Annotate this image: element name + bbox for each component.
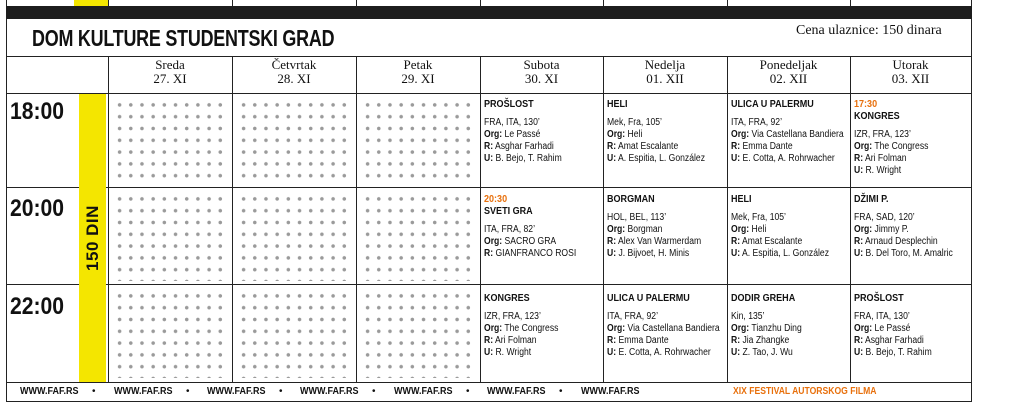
film-info: Mek, Fra, 105’: [731, 212, 786, 223]
label-org: Org:: [607, 323, 626, 334]
film-slot[interactable]: [731, 193, 829, 260]
label-actors: U:: [731, 347, 741, 358]
footer-separator: •: [559, 386, 563, 397]
day-name: Ponedeljak: [759, 57, 818, 72]
film-title: DODIR GREHA: [731, 292, 796, 304]
day-header-mon: [727, 58, 850, 86]
label-actors: U:: [484, 153, 494, 164]
day-date: 03. XII: [891, 71, 930, 86]
film-slot[interactable]: [484, 292, 558, 359]
label-director: R:: [484, 335, 494, 346]
film-title: SVETI GRA: [484, 205, 533, 217]
film-info: IZR, FRA, 123’: [484, 311, 541, 322]
film-director: Amat Escalante: [618, 141, 679, 152]
time-label-18: 18:00: [10, 98, 65, 125]
film-director: Jia Zhangke: [742, 335, 790, 346]
film-director: Arnaud Desplechin: [865, 236, 938, 247]
footer-link[interactable]: WWW.FAF.RS: [114, 386, 173, 397]
film-info: HOL, BEL, 113’: [607, 212, 667, 223]
day-date: 02. XII: [769, 71, 808, 86]
film-original-title: Borgman: [627, 224, 663, 235]
film-original-title: Jimmy P.: [874, 224, 909, 235]
film-slot[interactable]: [484, 193, 576, 260]
film-title: ULICA U PALERMU: [731, 98, 814, 110]
day-header-sat: [480, 58, 603, 86]
label-director: R:: [854, 335, 864, 346]
film-slot[interactable]: [607, 292, 720, 359]
film-director: Amat Escalante: [742, 236, 803, 247]
label-director: R:: [731, 335, 741, 346]
film-info: ITA, FRA, 82’: [484, 224, 535, 235]
day-date: 01. XII: [646, 71, 684, 86]
film-original-title: Le Passé: [874, 323, 911, 334]
venue-title: DOM KULTURE STUDENTSKI GRAD: [32, 25, 335, 51]
day-name: Utorak: [892, 57, 929, 72]
footer-separator: •: [372, 386, 376, 397]
label-director: R:: [484, 248, 494, 259]
film-info: FRA, SAD, 120’: [854, 212, 915, 223]
label-director: R:: [731, 141, 741, 152]
label-org: Org:: [854, 323, 873, 334]
label-org: Org:: [731, 323, 750, 334]
film-actors: R. Wright: [495, 347, 532, 358]
label-director: R:: [731, 236, 741, 247]
day-header-tue: [850, 58, 971, 86]
film-slot[interactable]: [854, 292, 932, 359]
film-title: DŽIMI P.: [854, 193, 889, 205]
empty-slot: [235, 190, 353, 281]
day-header-fri: [356, 58, 480, 86]
label-org: Org:: [854, 141, 873, 152]
label-org: Org:: [607, 224, 626, 235]
film-info: Kin, 135’: [731, 311, 765, 322]
empty-slot: [111, 190, 229, 281]
label-actors: U:: [607, 153, 617, 164]
film-director: Ari Folman: [865, 153, 907, 164]
label-org: Org:: [484, 129, 503, 140]
film-slot[interactable]: [731, 98, 844, 165]
price-band-text: 150 DIN: [82, 205, 102, 271]
film-title: BORGMAN: [607, 193, 655, 205]
label-org: Org:: [731, 224, 750, 235]
film-slot[interactable]: [607, 193, 701, 260]
film-actors: Z. Tao, J. Wu: [742, 347, 793, 358]
footer-separator: •: [186, 386, 190, 397]
film-director: Ari Folman: [495, 335, 537, 346]
film-title: HELI: [607, 98, 628, 110]
price-band-label: [79, 94, 106, 382]
empty-slot: [111, 287, 229, 378]
label-actors: U:: [731, 248, 741, 259]
footer-link[interactable]: WWW.FAF.RS: [487, 386, 546, 397]
day-name: Petak: [403, 57, 433, 72]
label-director: R:: [607, 236, 617, 247]
film-info: FRA, ITA, 130’: [484, 117, 540, 128]
empty-slot: [359, 190, 477, 281]
day-name: Četvrtak: [271, 57, 317, 72]
film-director: Alex Van Warmerdam: [618, 236, 702, 247]
film-original-title: Tianzhu Ding: [751, 323, 802, 334]
film-original-title: Heli: [751, 224, 767, 235]
day-name: Nedelja: [644, 57, 686, 72]
film-slot[interactable]: [731, 292, 802, 359]
ticket-price: Cena ulaznice: 150 dinara: [796, 23, 942, 38]
film-original-title: Via Castellana Bandiera: [627, 323, 720, 334]
film-slot[interactable]: [607, 98, 705, 165]
time-label-20: 20:00: [10, 195, 65, 222]
label-actors: U:: [607, 248, 617, 259]
time-label-22: 22:00: [10, 293, 65, 320]
film-actors: A. Espitia, L. González: [742, 248, 830, 259]
film-start-time: 20:30: [484, 193, 508, 205]
film-info: ITA, FRA, 92’: [607, 311, 658, 322]
label-director: R:: [854, 236, 864, 247]
label-actors: U:: [854, 347, 864, 358]
label-org: Org:: [607, 129, 626, 140]
film-original-title: The Congress: [504, 323, 559, 334]
label-org: Org:: [731, 129, 750, 140]
film-original-title: Le Passé: [504, 129, 541, 140]
festival-name: XIX FESTIVAL AUTORSKOG FILMA: [733, 386, 877, 397]
day-header-thu: [232, 58, 356, 86]
film-info: Mek, Fra, 105’: [607, 117, 662, 128]
film-actors: E. Cotta, A. Rohrwacher: [742, 153, 835, 164]
label-org: Org:: [484, 323, 503, 334]
footer-separator: •: [92, 386, 96, 397]
film-actors: E. Cotta, A. Rohrwacher: [618, 347, 711, 358]
day-date: 28. XI: [277, 71, 311, 86]
label-director: R:: [484, 141, 494, 152]
film-actors: B. Del Toro, M. Amalric: [865, 248, 953, 259]
film-original-title: Via Castellana Bandiera: [751, 129, 844, 140]
day-name: Sreda: [155, 57, 185, 72]
label-actors: U:: [607, 347, 617, 358]
day-name: Subota: [523, 57, 560, 72]
film-title: KONGRES: [484, 292, 530, 304]
label-org: Org:: [854, 224, 873, 235]
day-date: 30. XI: [524, 71, 559, 86]
film-title: KONGRES: [854, 110, 900, 122]
label-director: R:: [607, 141, 617, 152]
footer-link[interactable]: WWW.FAF.RS: [394, 386, 453, 397]
film-actors: A. Espitia, L. González: [618, 153, 706, 164]
film-actors: B. Bejo, T. Rahim: [495, 153, 562, 164]
film-title: HELI: [731, 193, 752, 205]
film-director: Emma Dante: [618, 335, 669, 346]
film-start-time: 17:30: [854, 98, 878, 110]
empty-slot: [359, 96, 477, 185]
label-actors: U:: [731, 153, 741, 164]
day-date: 27. XI: [153, 71, 187, 86]
label-actors: U:: [854, 248, 864, 259]
label-director: R:: [607, 335, 617, 346]
film-actors: B. Bejo, T. Rahim: [865, 347, 932, 358]
footer-link[interactable]: WWW.FAF.RS: [207, 386, 266, 397]
footer-link[interactable]: WWW.FAF.RS: [581, 386, 640, 397]
film-original-title: The Congress: [874, 141, 929, 152]
empty-slot: [235, 96, 353, 185]
film-info: IZR, FRA, 123’: [854, 129, 911, 140]
film-original-title: SACRO GRA: [504, 236, 557, 247]
label-org: Org:: [484, 236, 503, 247]
film-slot[interactable]: [484, 98, 562, 165]
film-actors: J. Bijvoet, H. Minis: [618, 248, 690, 259]
film-original-title: Heli: [627, 129, 643, 140]
film-slot[interactable]: [854, 98, 928, 177]
day-header-wed: [108, 58, 232, 86]
footer-separator: •: [279, 386, 283, 397]
footer-link[interactable]: WWW.FAF.RS: [20, 386, 79, 397]
film-title: PROŠLOST: [484, 98, 534, 110]
film-director: GIANFRANCO ROSI: [495, 248, 577, 259]
film-info: FRA, ITA, 130’: [854, 311, 910, 322]
film-title: PROŠLOST: [854, 292, 904, 304]
footer-link[interactable]: WWW.FAF.RS: [300, 386, 359, 397]
separator-bar: [6, 6, 972, 19]
label-actors: U:: [484, 347, 494, 358]
empty-slot: [235, 287, 353, 378]
empty-slot: [359, 287, 477, 378]
film-director: Asghar Farhadi: [495, 141, 554, 152]
label-director: R:: [854, 153, 864, 164]
day-header-sun: [603, 58, 727, 86]
label-actors: U:: [854, 165, 864, 176]
film-info: ITA, FRA, 92’: [731, 117, 782, 128]
film-title: ULICA U PALERMU: [607, 292, 690, 304]
film-director: Emma Dante: [742, 141, 793, 152]
film-slot[interactable]: [854, 193, 953, 260]
film-actors: R. Wright: [865, 165, 902, 176]
film-director: Asghar Farhadi: [865, 335, 924, 346]
footer-separator: •: [466, 386, 470, 397]
empty-slot: [111, 96, 229, 185]
day-date: 29. XI: [401, 71, 435, 86]
